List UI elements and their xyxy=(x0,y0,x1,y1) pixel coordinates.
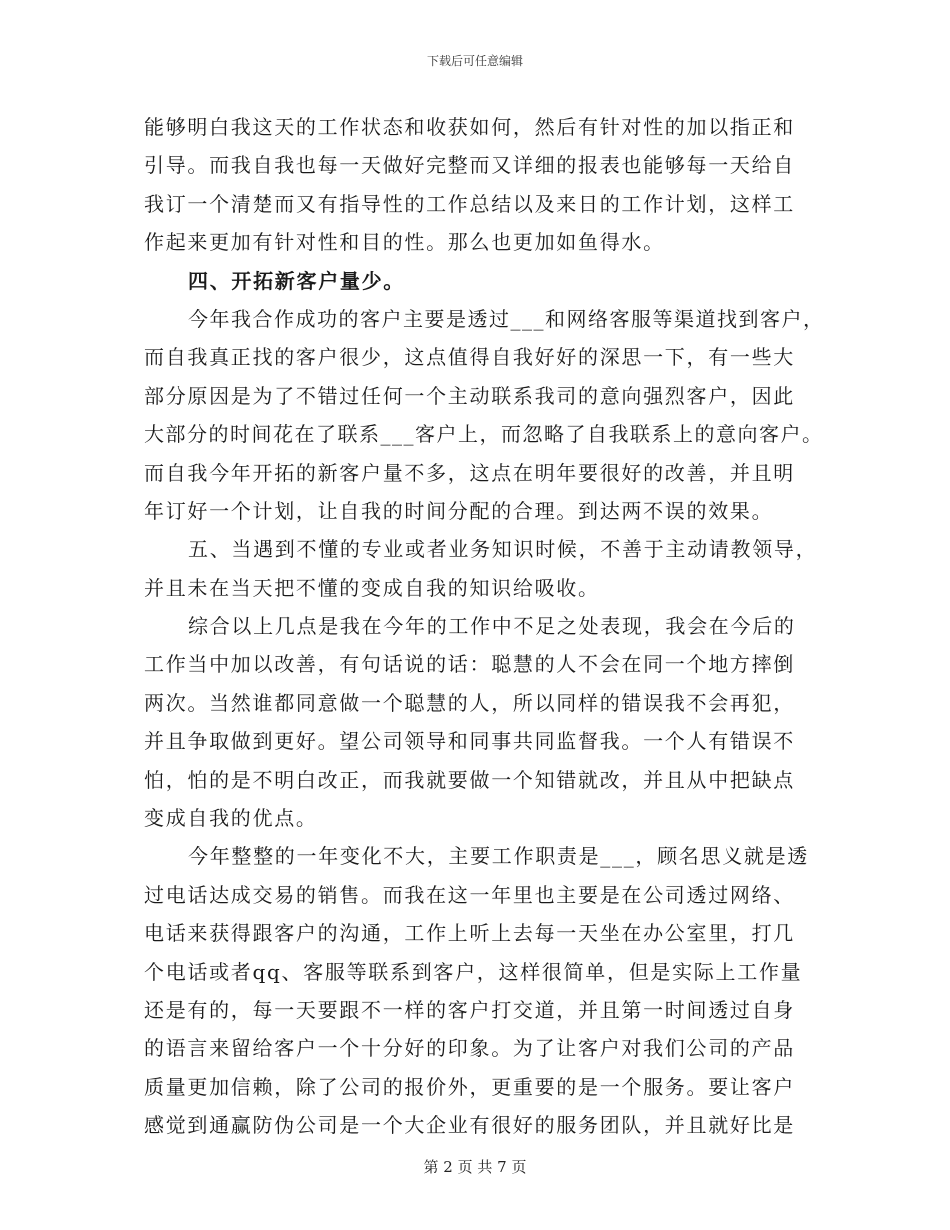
text-line: 还是有的，每一天要跟不一样的客户打交道，并且第一时间透过自身 xyxy=(144,997,795,1022)
text-line: 综合以上几点是我在今年的工作中不足之处表现，我会在今后的 xyxy=(188,614,796,639)
text-line: 的语言来留给客户一个十分好的印象。为了让客户对我们公司的产品 xyxy=(144,1036,795,1061)
text-line: 而自我今年开拓的新客户量不多，这点在明年要很好的改善，并且明 xyxy=(144,460,795,485)
text-line: 怕，怕的是不明白改正，而我就要做一个知错就改，并且从中把缺点 xyxy=(144,767,795,792)
section-heading: 四、开拓新客户量少。 xyxy=(188,268,405,293)
text-line: 并且争取做到更好。望公司领导和同事共同监督我。一个人有错误不 xyxy=(144,729,795,754)
text-line: 电话来获得跟客户的沟通，工作上听上去每一天坐在办公室里，打几 xyxy=(144,921,795,946)
page-number: 第 2 页 共 7 页 xyxy=(423,1158,527,1176)
text-line: 部分原因是为了不错过任何一个主动联系我司的意向强烈客户，因此 xyxy=(144,383,795,408)
text-line: 个电话或者qq、客服等联系到客户，这样很简单，但是实际上工作量 xyxy=(144,959,803,984)
text-line: 变成自我的优点。 xyxy=(144,806,318,831)
text-line: 引导。而我自我也每一天做好完整而又详细的报表也能够每一天给自 xyxy=(144,153,795,178)
text-line: 工作当中加以改善，有句话说的话：聪慧的人不会在同一个地方摔倒 xyxy=(144,652,795,677)
document-body xyxy=(144,108,824,1145)
text-line: 并且未在当天把不懂的变成自我的知识给吸收。 xyxy=(144,575,600,600)
text-line: 作起来更加有针对性和目的性。那么也更加如鱼得水。 xyxy=(144,230,665,255)
page-header: 下载后可任意编辑 xyxy=(426,54,523,68)
text-line: 五、当遇到不懂的专业或者业务知识时候，不善于主动请教领导， xyxy=(188,537,818,562)
text-line: 今年整整的一年变化不大，主要工作职责是___，顾名思义就是透 xyxy=(188,844,809,869)
text-line: 今年我合作成功的客户主要是透过___和网络客服等渠道找到客户， xyxy=(188,306,825,331)
text-line: 过电话达成交易的销售。而我在这一年里也主要是在公司透过网络、 xyxy=(144,882,795,907)
text-line: 感觉到通赢防伪公司是一个大企业有很好的服务团队，并且就好比是 xyxy=(144,1113,795,1138)
text-line: 能够明白我这天的工作状态和收获如何，然后有针对性的加以指正和 xyxy=(144,115,795,139)
text-line: 而自我真正找的客户很少，这点值得自我好好的深思一下，有一些大 xyxy=(144,345,795,370)
text-line: 质量更加信赖，除了公司的报价外，更重要的是一个服务。要让客户 xyxy=(144,1074,795,1099)
text-line: 年订好一个计划，让自我的时间分配的合理。到达两不误的效果。 xyxy=(144,498,774,523)
text-line: 我订一个清楚而又有指导性的工作总结以及来日的工作计划，这样工 xyxy=(144,191,795,216)
text-line: 大部分的时间花在了联系___客户上，而忽略了自我联系上的意向客户。 xyxy=(144,422,824,447)
text-line: 两次。当然谁都同意做一个聪慧的人，所以同样的错误我不会再犯， xyxy=(144,690,795,715)
